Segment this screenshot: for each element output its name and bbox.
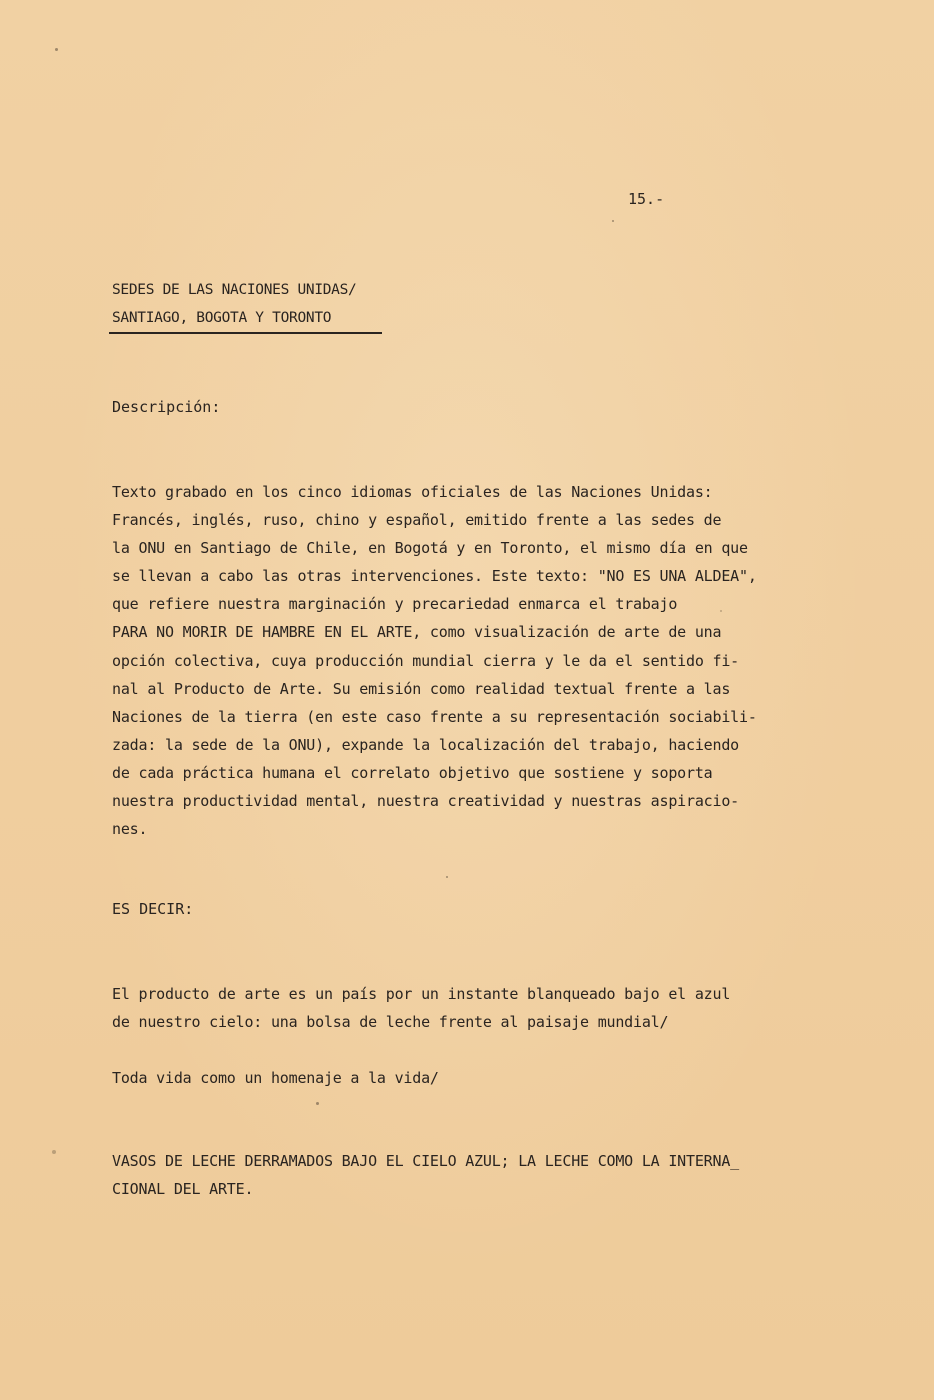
description-line: opción colectiva, cuya producción mundial cierra y le da el sentido fi- [112, 651, 739, 670]
page-number: 15.- [628, 190, 665, 208]
product-line: de nuestro cielo: una bolsa de leche frente al paisaje mundial/ [112, 1013, 669, 1032]
description-line: la ONU en Santiago de Chile, en Bogotá y en Toronto, el mismo día en que [112, 539, 748, 558]
product-line: El producto de arte es un país por un instante blanqueado bajo el azul [112, 985, 731, 1003]
life-line: Toda vida como un homenaje a la vida/ [112, 1069, 439, 1087]
description-paragraph [112, 478, 812, 843]
paper-speck [316, 1102, 319, 1105]
description-line: de cada práctica humana el correlato objetivo que sostiene y soporta [112, 763, 713, 782]
description-label: Descripción: [112, 398, 221, 416]
paper-speck [55, 48, 58, 51]
product-paragraph [112, 980, 812, 1036]
title-line-2: SANTIAGO, BOGOTA Y TORONTO [112, 310, 332, 326]
life-paragraph [112, 1064, 812, 1092]
paper-speck [52, 1150, 56, 1154]
description-line: nes. [112, 820, 148, 839]
vasos-line: VASOS DE LECHE DERRAMADOS BAJO EL CIELO AZUL; LA LECHE COMO LA INTERNA_ [112, 1152, 739, 1170]
description-line: zada: la sede de la ONU), expande la localización del trabajo, haciendo [112, 735, 739, 754]
description-line: que refiere nuestra marginación y precariedad enmarca el trabajo [112, 595, 678, 614]
description-line: se llevan a cabo las otras intervenciones. Este texto: "NO ES UNA ALDEA", [112, 567, 757, 586]
document-title [112, 276, 356, 332]
paper-speck [720, 610, 722, 612]
description-line: Naciones de la tierra (en este caso frente a su representación sociabili- [112, 707, 757, 726]
title-underline [109, 332, 382, 334]
description-line: nuestra productividad mental, nuestra creatividad y nuestras aspiracio- [112, 792, 739, 811]
description-line: nal al Producto de Arte. Su emisión como realidad textual frente a las [112, 679, 731, 698]
description-line: Texto grabado en los cinco idiomas oficiales de las Naciones Unidas: [112, 483, 713, 501]
paper-speck [612, 220, 614, 222]
title-line-1: SEDES DE LAS NACIONES UNIDAS/ [112, 282, 357, 298]
description-line: Francés, inglés, ruso, chino y español, emitido frente a las sedes de [112, 511, 722, 530]
es-decir-label: ES DECIR: [112, 900, 194, 918]
paper-speck [446, 876, 448, 878]
vasos-line: CIONAL DEL ARTE. [112, 1180, 254, 1199]
vasos-paragraph [112, 1147, 812, 1203]
description-line: PARA NO MORIR DE HAMBRE EN EL ARTE, como visualización de arte de una [112, 623, 722, 642]
